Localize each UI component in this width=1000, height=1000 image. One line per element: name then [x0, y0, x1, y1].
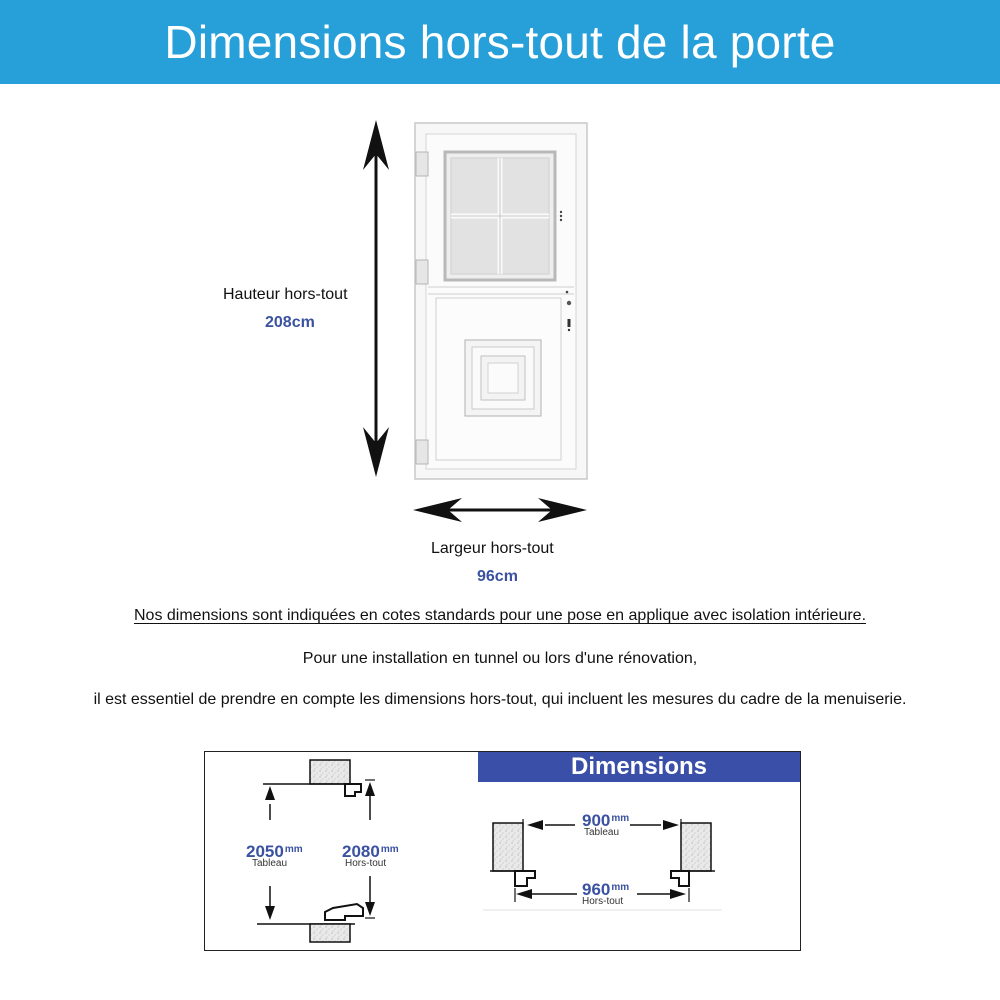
horstout-width-value: $960^{mm}$ — [582, 880, 630, 899]
tableau-width-value: $900^{mm}$ — [582, 811, 630, 830]
note-tunnel-installation: Pour une installation en tunnel ou lors d'une rénovation, — [302, 650, 698, 667]
width-label: Largeur hors-tout — [431, 540, 554, 557]
door-lower-panel — [436, 298, 561, 460]
horstout-height-value: $2080^{mm}$ — [342, 842, 399, 861]
height-label: Hauteur hors-tout — [223, 286, 348, 303]
dimensions-header-label: Dimensions — [570, 753, 708, 780]
note-standard-dimensions: Nos dimensions sont indiquées en cotes standards pour une pose en applique avec isolation intérieure. — [133, 607, 867, 624]
horstout-height-label: Hors-tout — [345, 858, 387, 869]
door — [415, 123, 587, 479]
tableau-height-value: $2050^{mm}$ — [246, 842, 303, 861]
page-title: Dimensions hors-tout de la porte — [164, 16, 836, 68]
width-value: 96cm — [477, 568, 518, 585]
door-window — [445, 152, 555, 280]
height-arrow — [363, 120, 389, 477]
tableau-height-label: Tableau — [252, 858, 288, 869]
width-arrow — [413, 498, 587, 522]
horstout-width-label: Hors-tout — [582, 896, 624, 907]
tableau-width-label: Tableau — [584, 827, 620, 838]
height-value: 208cm — [265, 314, 315, 331]
title-banner — [0, 0, 1000, 84]
door-illustration — [360, 112, 600, 528]
note-hors-tout: il est essentiel de prendre en compte les dimensions hors-tout, qui incluent les mesures du cadre de la menuiserie. — [93, 691, 907, 708]
